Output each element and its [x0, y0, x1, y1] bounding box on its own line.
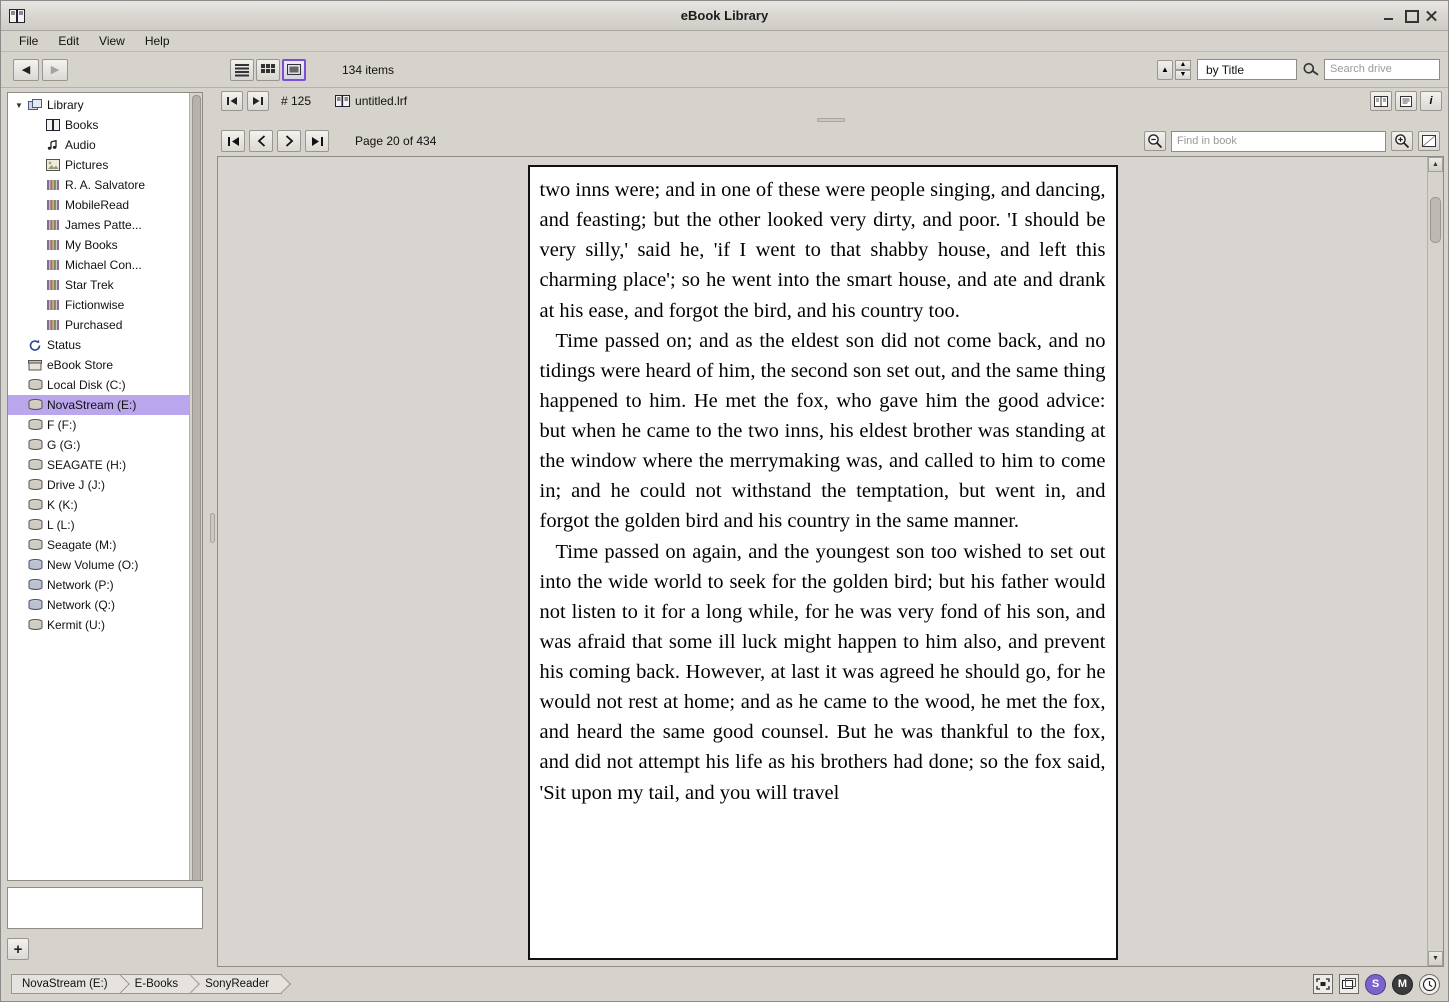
window-title: eBook Library — [680, 8, 769, 23]
tree-item-status[interactable] — [8, 335, 189, 355]
sidebar-footer — [7, 929, 203, 963]
zoom-in-icon[interactable] — [1391, 131, 1413, 151]
sort-spin-up[interactable]: ▲ — [1175, 60, 1191, 70]
tree-item-novastream-e[interactable] — [8, 395, 189, 415]
zoom-out-icon[interactable] — [1144, 131, 1166, 151]
previous-page-button[interactable] — [249, 130, 273, 152]
shelf-icon — [44, 299, 62, 311]
clock-icon[interactable] — [1419, 974, 1440, 995]
tree-item-purchased[interactable] — [8, 315, 189, 335]
reader-canvas — [218, 157, 1427, 966]
sidebar-splitter[interactable] — [208, 88, 217, 967]
page-indicator: Page 20 of 434 — [355, 134, 437, 148]
fit-page-icon[interactable] — [1418, 131, 1440, 151]
scroll-up-button[interactable]: ▲ — [1428, 157, 1443, 172]
tree-item-label: Star Trek — [65, 278, 114, 292]
document-toolbar — [217, 88, 1444, 114]
sort-direction-controls — [1157, 60, 1191, 80]
reader-scrollbar[interactable] — [1427, 157, 1443, 966]
tree-item-network-p[interactable] — [8, 575, 189, 595]
tree-item-label: New Volume (O:) — [47, 558, 139, 572]
sync-icon[interactable]: S — [1365, 974, 1386, 995]
close-button[interactable] — [1425, 9, 1438, 22]
window-icon[interactable] — [1339, 974, 1359, 994]
tree-item-my-books[interactable] — [8, 235, 189, 255]
tree-item-label: Pictures — [65, 158, 109, 172]
shelf-icon — [44, 259, 62, 271]
document-view-buttons — [1370, 91, 1444, 111]
info-button[interactable]: i — [1420, 91, 1442, 111]
sidebar-scrollbar-thumb[interactable] — [192, 95, 201, 881]
music-icon — [44, 139, 62, 151]
menu-edit[interactable]: Edit — [58, 34, 80, 48]
tree-item-kermit-u[interactable] — [8, 615, 189, 635]
tree-item-drive-j[interactable] — [8, 475, 189, 495]
drive-icon — [26, 539, 44, 551]
forward-button[interactable]: ▶ — [42, 59, 68, 81]
book-paragraph: Time passed on; and as the eldest son did not come back, and no tidings were heard of him, the second son set out, and the same thing happened to him. He met the fox, who gave him the good advice: but when he came to the two inns, his eldest brother was standing at the window where the merrymaking was, and called to him to come in; and he could not withstand the temptation, but went in, and forgot the golden bird and his country in the same manner. — [539, 329, 1106, 533]
item-count-label: 134 items — [342, 62, 395, 77]
tree-item-label: James Patte... — [65, 218, 142, 232]
pane-resize-grip[interactable] — [817, 118, 845, 122]
search-icon — [1302, 61, 1319, 78]
network-drive-icon — [26, 559, 44, 571]
menu-file[interactable]: File — [19, 34, 39, 48]
drive-icon — [26, 419, 44, 431]
breadcrumb-item-drive[interactable]: NovaStream (E:) — [11, 974, 121, 994]
refresh-icon — [26, 339, 44, 352]
find-in-book-input[interactable]: Find in book — [1171, 131, 1386, 152]
book-paragraph: two inns were; and in one of these were people singing, and dancing, and feasting; but the other looked very dirty, and poor. 'I should be very silly,' said he, 'if I went to that shabby house, and left this charming place'; so he went into the smart house, and ate and drank at his ease, and forgot the bird, and his country too. — [539, 179, 1106, 322]
grid-view-button[interactable] — [256, 59, 280, 81]
tree-item-drive-l[interactable] — [8, 515, 189, 535]
chevron-down-icon[interactable]: ▼ — [15, 100, 23, 110]
last-page-button[interactable] — [305, 130, 329, 152]
library-icon — [26, 99, 44, 111]
tree-item-new-volume-o[interactable] — [8, 555, 189, 575]
tree-item-label: Kermit (U:) — [47, 618, 105, 632]
status-tray — [1313, 974, 1440, 995]
tree-item-mobileread[interactable] — [8, 195, 189, 215]
main-toolbar — [1, 52, 1448, 88]
breadcrumb-item-folder[interactable]: E-Books — [120, 974, 191, 994]
shelf-icon — [44, 279, 62, 291]
last-document-button[interactable] — [247, 91, 269, 111]
window-controls — [1383, 9, 1448, 22]
network-drive-icon — [26, 599, 44, 611]
pane-resize-handle[interactable] — [217, 114, 1444, 126]
tree-item-label: SEAGATE (H:) — [47, 458, 127, 472]
book-page — [528, 165, 1118, 960]
tree-item-label: L (L:) — [47, 518, 75, 532]
tree-item-label: Michael Con... — [65, 258, 142, 272]
shelf-icon — [44, 239, 62, 251]
scroll-down-button[interactable]: ▼ — [1428, 951, 1443, 966]
tree-item-ebook-store[interactable] — [8, 355, 189, 375]
tree-item-drive-g[interactable] — [8, 435, 189, 455]
tree-item-label: Drive J (J:) — [47, 478, 105, 492]
tree-item-label: G (G:) — [47, 438, 81, 452]
page-toolbar-right — [1144, 131, 1444, 152]
library-tree — [7, 92, 203, 881]
search-input[interactable]: Search drive — [1324, 59, 1440, 80]
tree-item-library[interactable] — [8, 95, 189, 115]
drive-icon — [26, 619, 44, 631]
tree-item-label: F (F:) — [47, 418, 77, 432]
splitter-grip[interactable] — [210, 513, 215, 543]
body-area — [1, 88, 1448, 967]
fullscreen-icon[interactable] — [1313, 974, 1333, 994]
tree-item-fictionwise[interactable] — [8, 295, 189, 315]
tree-item-label: Audio — [65, 138, 96, 152]
tree-item-label: Network (Q:) — [47, 598, 116, 612]
tree-item-drive-f[interactable] — [8, 415, 189, 435]
tree-item-network-q[interactable] — [8, 595, 189, 615]
tree-item-label: NovaStream (E:) — [47, 398, 137, 412]
status-bar — [1, 967, 1448, 1001]
toolbar-right-group — [1157, 59, 1440, 80]
shelf-icon — [44, 179, 62, 191]
tree-item-label: Fictionwise — [65, 298, 125, 312]
tree-item-label: Local Disk (C:) — [47, 378, 126, 392]
sidebar — [1, 88, 208, 967]
tree-item-label: Library — [47, 98, 84, 112]
tree-item-label: MobileRead — [65, 198, 130, 212]
navigation-buttons — [13, 59, 68, 81]
tree-item-local-disk-c[interactable] — [8, 375, 189, 395]
tree-item-drive-k[interactable] — [8, 495, 189, 515]
shelf-icon — [44, 319, 62, 331]
search-group — [1303, 59, 1440, 80]
drive-icon — [26, 479, 44, 491]
drive-icon — [26, 399, 44, 411]
menu-help[interactable]: Help — [144, 34, 170, 48]
drive-icon — [26, 519, 44, 531]
tree-item-label: Books — [65, 118, 99, 132]
network-drive-icon — [26, 579, 44, 591]
tree-item-audio[interactable] — [8, 135, 189, 155]
title-bar — [1, 1, 1448, 31]
document-filename-group — [335, 94, 407, 108]
book-icon — [335, 95, 350, 107]
tree-item-label: Seagate (M:) — [47, 538, 117, 552]
shelf-icon — [44, 219, 62, 231]
first-document-button[interactable] — [221, 91, 243, 111]
tree-item-label: R. A. Salvatore — [65, 178, 146, 192]
sort-ascending-button[interactable]: ▲ — [1157, 60, 1173, 80]
tree-item-star-trek[interactable] — [8, 275, 189, 295]
list-view-button[interactable] — [230, 59, 254, 81]
tree-item-label: K (K:) — [47, 498, 78, 512]
drive-icon — [26, 459, 44, 471]
detail-view-button[interactable] — [282, 59, 306, 81]
right-pane — [217, 88, 1448, 967]
sidebar-preview-panel — [7, 887, 203, 929]
maximize-button[interactable] — [1404, 9, 1417, 22]
tree-item-label: Network (P:) — [47, 578, 114, 592]
minimize-button[interactable] — [1383, 9, 1396, 22]
sort-spin-down[interactable]: ▼ — [1175, 70, 1191, 80]
tree-item-james-patterson[interactable] — [8, 215, 189, 235]
document-index-label: # 125 — [281, 94, 312, 108]
next-page-button[interactable] — [277, 130, 301, 152]
sort-spinner[interactable] — [1175, 60, 1191, 80]
book-view-button[interactable] — [1370, 91, 1392, 111]
store-icon — [26, 359, 44, 371]
menu-bar — [1, 31, 1448, 52]
reader-scrollbar-thumb[interactable] — [1430, 197, 1441, 243]
drive-icon — [26, 439, 44, 451]
tree-item-label: My Books — [65, 238, 118, 252]
library-tree-items — [8, 93, 189, 880]
tree-item-label: Purchased — [65, 318, 123, 332]
tree-item-label: Status — [47, 338, 82, 352]
sort-by-combobox[interactable]: by Title — [1197, 59, 1297, 80]
tree-item-seagate-m[interactable] — [8, 535, 189, 555]
tree-item-label: eBook Store — [47, 358, 114, 372]
page-toolbar — [217, 126, 1444, 156]
page-view-button[interactable] — [1395, 91, 1417, 111]
first-page-button[interactable] — [221, 130, 245, 152]
menu-view[interactable]: View — [99, 34, 125, 48]
drive-icon — [26, 379, 44, 391]
shelf-icon — [44, 199, 62, 211]
back-button[interactable]: ◀ — [13, 59, 39, 81]
tree-item-ra-salvatore[interactable] — [8, 175, 189, 195]
book-paragraph: Time passed on again, and the youngest son too wished to set out into the wide world to seek for the golden bird; but his father would not listen to it for a long while, for he was very fond of his son, and was afraid that some ill luck might happen to him also, and prevent his coming back. However, at last it was agreed he should go, for he would not rest at home; and as he came to the wood, he met the fox, and heard the same good counsel. But he was thankful to the fox, and did not attempt his life as his brothers had done; so the fox said, 'Sit upon my tail, and you will travel — [539, 540, 1106, 804]
drive-icon — [26, 499, 44, 511]
book-icon — [44, 119, 62, 131]
breadcrumb — [11, 974, 281, 994]
document-filename: untitled.lrf — [355, 94, 408, 108]
breadcrumb-item-subfolder[interactable]: SonyReader — [190, 974, 282, 994]
add-button[interactable]: + — [7, 938, 29, 960]
tree-item-pictures[interactable] — [8, 155, 189, 175]
tree-item-seagate-h[interactable] — [8, 455, 189, 475]
view-mode-buttons — [230, 59, 306, 81]
media-icon[interactable]: M — [1392, 974, 1413, 995]
tree-item-books[interactable] — [8, 115, 189, 135]
picture-icon — [44, 159, 62, 171]
reader-view — [217, 156, 1444, 967]
sidebar-scrollbar[interactable] — [189, 93, 202, 880]
tree-item-michael-connelly[interactable] — [8, 255, 189, 275]
